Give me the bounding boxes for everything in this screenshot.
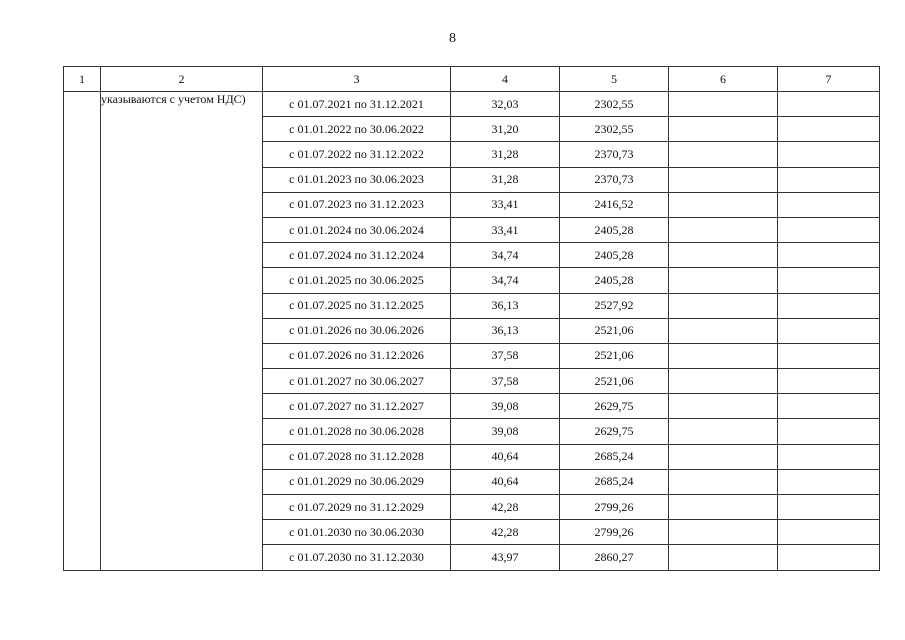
cell-col-5: 2405,28 [560, 268, 669, 293]
cell-period: с 01.07.2024 по 31.12.2024 [263, 243, 451, 268]
cell-period: с 01.01.2024 по 30.06.2024 [263, 217, 451, 242]
header-col-3: 3 [263, 67, 451, 92]
cell-col-5: 2860,27 [560, 545, 669, 570]
cell-col-5: 2685,24 [560, 469, 669, 494]
cell-col-5: 2799,26 [560, 520, 669, 545]
cell-col-6 [669, 545, 778, 570]
tariff-table [63, 66, 880, 571]
cell-col-6 [669, 343, 778, 368]
cell-col-5: 2370,73 [560, 142, 669, 167]
cell-col-4: 33,41 [451, 192, 560, 217]
cell-period: с 01.01.2022 по 30.06.2022 [263, 117, 451, 142]
cell-col-6 [669, 268, 778, 293]
cell-col-4: 40,64 [451, 444, 560, 469]
cell-col-5: 2521,06 [560, 318, 669, 343]
cell-period: с 01.01.2026 по 30.06.2026 [263, 318, 451, 343]
cell-col-5: 2302,55 [560, 117, 669, 142]
cell-period: с 01.07.2023 по 31.12.2023 [263, 192, 451, 217]
cell-col-4: 32,03 [451, 92, 560, 117]
header-row [64, 67, 880, 92]
cell-col-7 [778, 318, 880, 343]
header-col-4: 4 [451, 67, 560, 92]
cell-col-4: 31,20 [451, 117, 560, 142]
cell-col-6 [669, 469, 778, 494]
cell-col-5: 2370,73 [560, 167, 669, 192]
cell-period: с 01.01.2025 по 30.06.2025 [263, 268, 451, 293]
cell-col-4: 42,28 [451, 520, 560, 545]
cell-period: с 01.07.2026 по 31.12.2026 [263, 343, 451, 368]
cell-col-4: 34,74 [451, 268, 560, 293]
cell-period: с 01.07.2021 по 31.12.2021 [263, 92, 451, 117]
cell-col-5: 2629,75 [560, 419, 669, 444]
cell-col-6 [669, 243, 778, 268]
cell-period: с 01.07.2022 по 31.12.2022 [263, 142, 451, 167]
cell-period: с 01.01.2029 по 30.06.2029 [263, 469, 451, 494]
cell-col-7 [778, 268, 880, 293]
cell-description: указываются с учетом НДС) [101, 92, 263, 571]
cell-col-6 [669, 520, 778, 545]
cell-col-5: 2799,26 [560, 495, 669, 520]
cell-col-6 [669, 167, 778, 192]
cell-period: с 01.01.2030 по 30.06.2030 [263, 520, 451, 545]
cell-col-4: 34,74 [451, 243, 560, 268]
header-col-7: 7 [778, 67, 880, 92]
cell-col-6 [669, 192, 778, 217]
cell-col-4: 40,64 [451, 469, 560, 494]
cell-col-7 [778, 369, 880, 394]
cell-col-7 [778, 167, 880, 192]
cell-col-6 [669, 419, 778, 444]
header-col-1: 1 [64, 67, 101, 92]
cell-col-4: 42,28 [451, 495, 560, 520]
cell-col-5: 2629,75 [560, 394, 669, 419]
cell-col-6 [669, 444, 778, 469]
cell-col-7 [778, 545, 880, 570]
cell-col-7 [778, 243, 880, 268]
cell-col-4: 37,58 [451, 369, 560, 394]
cell-col-6 [669, 117, 778, 142]
cell-col-1 [64, 92, 101, 571]
page-number: 8 [449, 31, 456, 46]
cell-col-5: 2405,28 [560, 243, 669, 268]
cell-col-5: 2302,55 [560, 92, 669, 117]
cell-col-5: 2416,52 [560, 192, 669, 217]
cell-period: с 01.01.2028 по 30.06.2028 [263, 419, 451, 444]
cell-period: с 01.01.2023 по 30.06.2023 [263, 167, 451, 192]
cell-col-4: 33,41 [451, 217, 560, 242]
cell-col-7 [778, 444, 880, 469]
cell-col-5: 2405,28 [560, 217, 669, 242]
cell-col-6 [669, 142, 778, 167]
cell-period: с 01.07.2029 по 31.12.2029 [263, 495, 451, 520]
cell-col-5: 2527,92 [560, 293, 669, 318]
cell-period: с 01.07.2030 по 31.12.2030 [263, 545, 451, 570]
cell-col-7 [778, 520, 880, 545]
header-col-2: 2 [101, 67, 263, 92]
header-col-5: 5 [560, 67, 669, 92]
cell-col-6 [669, 217, 778, 242]
cell-col-7 [778, 217, 880, 242]
table-body [64, 92, 880, 571]
cell-col-4: 39,08 [451, 394, 560, 419]
cell-col-5: 2685,24 [560, 444, 669, 469]
cell-col-4: 36,13 [451, 318, 560, 343]
cell-period: с 01.01.2027 по 30.06.2027 [263, 369, 451, 394]
cell-col-6 [669, 293, 778, 318]
cell-col-7 [778, 117, 880, 142]
cell-period: с 01.07.2027 по 31.12.2027 [263, 394, 451, 419]
cell-col-4: 43,97 [451, 545, 560, 570]
cell-col-7 [778, 293, 880, 318]
cell-col-6 [669, 369, 778, 394]
header-col-6: 6 [669, 67, 778, 92]
cell-col-6 [669, 495, 778, 520]
cell-period: с 01.07.2028 по 31.12.2028 [263, 444, 451, 469]
cell-col-7 [778, 394, 880, 419]
cell-col-6 [669, 92, 778, 117]
cell-col-4: 39,08 [451, 419, 560, 444]
cell-col-6 [669, 394, 778, 419]
cell-col-6 [669, 318, 778, 343]
cell-col-4: 36,13 [451, 293, 560, 318]
cell-col-7 [778, 419, 880, 444]
cell-col-5: 2521,06 [560, 343, 669, 368]
cell-col-4: 31,28 [451, 167, 560, 192]
cell-col-4: 37,58 [451, 343, 560, 368]
cell-col-7 [778, 142, 880, 167]
cell-col-7 [778, 469, 880, 494]
cell-col-7 [778, 343, 880, 368]
cell-col-5: 2521,06 [560, 369, 669, 394]
cell-col-4: 31,28 [451, 142, 560, 167]
cell-period: с 01.07.2025 по 31.12.2025 [263, 293, 451, 318]
cell-col-7 [778, 495, 880, 520]
cell-col-7 [778, 92, 880, 117]
cell-col-7 [778, 192, 880, 217]
table-row [64, 92, 880, 117]
